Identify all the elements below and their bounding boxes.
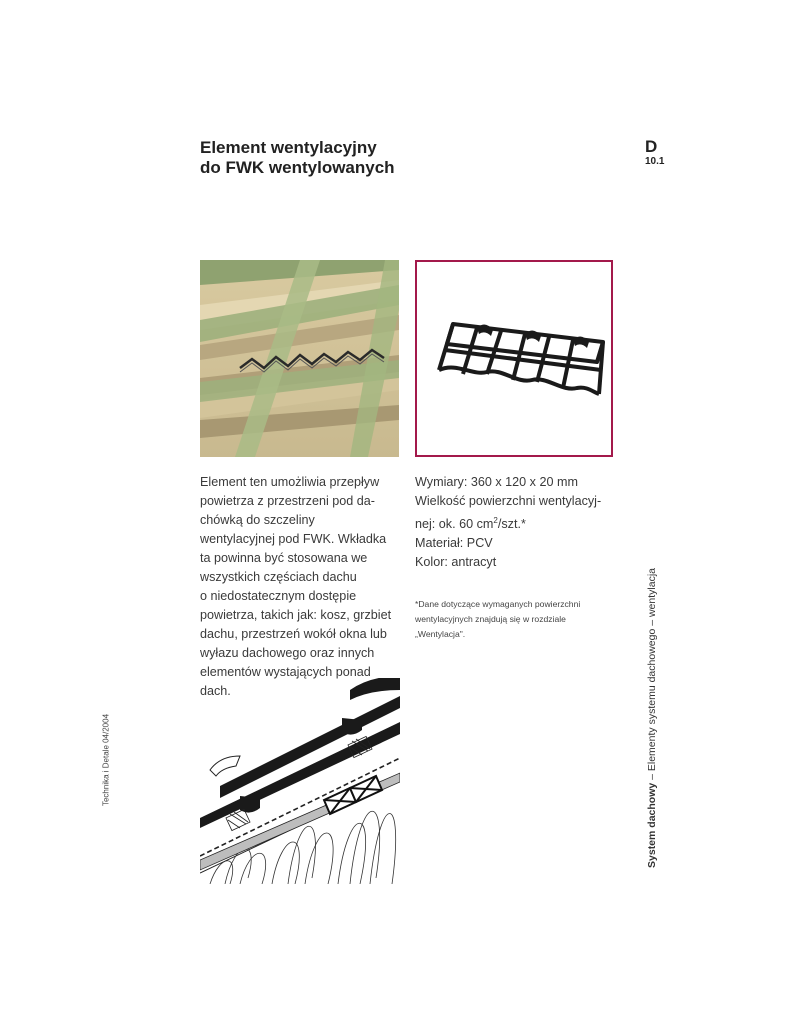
description-line: dach. (200, 684, 231, 698)
footnote (415, 597, 615, 642)
chapter-label (646, 568, 658, 868)
specifications (415, 473, 615, 572)
description-line: powietrza z przestrzeni pod da- (200, 494, 375, 508)
publication-label: Technika i Detale 04/2004 (101, 713, 111, 807)
description-text (200, 473, 402, 701)
page-title (200, 138, 395, 178)
title-line-1: Element wentylacyjny (200, 138, 377, 157)
ventilation-element-icon (417, 262, 611, 455)
description-line: dachu, przestrzeń wokół okna lub (200, 627, 387, 641)
spec-color: Kolor: antracyt (415, 555, 497, 570)
spec-area-suffix: /szt.* (497, 517, 526, 532)
description-line: wszystkich częściach dachu (200, 570, 357, 584)
footnote-line: *Dane dotyczące wymaganych powierzchni (415, 599, 581, 609)
description-line: wentylacyjnej pod FWK. Wkładka (200, 532, 387, 546)
spec-area-sup: 2 (493, 516, 498, 525)
section-number: 10.1 (645, 156, 665, 167)
spec-area-prefix: nej: ok. 60 cm (415, 517, 494, 532)
title-line-2: do FWK wentylowanych (200, 158, 395, 177)
spec-area-line1: Wielkość powierzchni wentylacyj- (415, 494, 602, 508)
roof-section-drawing (200, 678, 400, 884)
description-line: elementów wystających ponad (200, 665, 371, 679)
spec-area-line2 (415, 511, 615, 534)
section-code (645, 138, 664, 168)
description-line: Element ten umożliwia przepływ (200, 475, 380, 489)
installation-photo (200, 260, 399, 457)
description-line: ta powinna być stosowana we (200, 551, 368, 565)
description-line: wyłazu dachowego oraz innych (200, 646, 375, 660)
spec-material: Materiał: PCV (415, 536, 493, 551)
description-line: powietrza, takich jak: kosz, grzbiet (200, 608, 392, 622)
chapter-label-rest: – Elementy systemu dachowego – wentylacja (646, 568, 658, 783)
chapter-label-bold: System dachowy (646, 782, 658, 868)
product-image-frame (415, 260, 613, 457)
footnote-line: „Wentylacja". (415, 629, 466, 639)
footnote-line: wentylacyjnych znajdują się w rozdziale (415, 614, 566, 624)
description-line: chówką do szczeliny (200, 513, 315, 527)
spec-dimensions: Wymiary: 360 x 120 x 20 mm (415, 475, 578, 489)
description-line: o niedostatecznym dostępie (200, 589, 357, 603)
section-letter: D (645, 137, 658, 156)
